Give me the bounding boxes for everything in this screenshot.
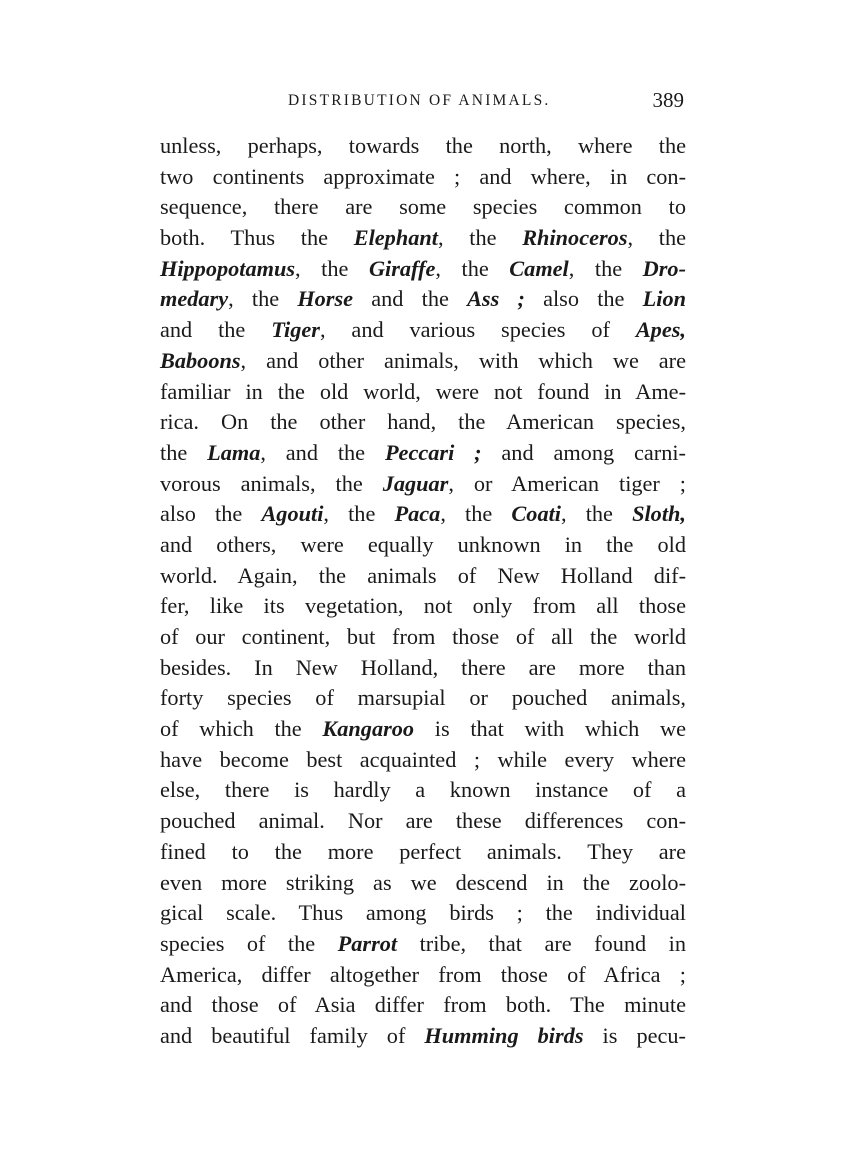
italic-term: medary bbox=[160, 286, 229, 312]
text-line bbox=[160, 960, 686, 991]
text-segment: world. Again, the animals of New Holland dif- bbox=[160, 562, 686, 588]
text-line bbox=[160, 683, 686, 714]
italic-term: Parrot bbox=[337, 930, 398, 956]
text-line bbox=[160, 254, 686, 285]
text-segment: , the bbox=[627, 225, 687, 251]
text-segment: , the bbox=[295, 255, 369, 281]
text-segment: have become best acquainted ; while every where bbox=[160, 746, 686, 772]
text-line bbox=[160, 561, 686, 592]
italic-term: Elephant bbox=[353, 225, 438, 251]
text-segment: besides. In New Holland, there are more than bbox=[160, 654, 686, 680]
text-line bbox=[160, 868, 686, 899]
italic-term: Horse bbox=[297, 286, 354, 312]
text-segment: , the bbox=[440, 501, 512, 527]
text-line bbox=[160, 377, 686, 408]
text-segment: and others, were equally unknown in the old bbox=[160, 531, 686, 557]
text-line bbox=[160, 407, 686, 438]
text-line bbox=[160, 530, 686, 561]
text-line bbox=[160, 284, 686, 315]
text-segment: , the bbox=[568, 255, 643, 281]
text-line bbox=[160, 315, 686, 346]
italic-term: Lion bbox=[642, 286, 686, 312]
text-segment: tribe, that are found in bbox=[397, 930, 686, 956]
body-text bbox=[160, 131, 686, 1052]
text-segment: unless, perhaps, towards the north, where the bbox=[160, 133, 686, 158]
text-line bbox=[160, 162, 686, 193]
text-segment: of our continent, but from those of all the world bbox=[160, 624, 686, 649]
italic-term: Agouti bbox=[261, 501, 324, 527]
text-segment: pouched animal. Nor are these differences con- bbox=[160, 808, 686, 834]
text-segment: , and various species of bbox=[319, 317, 636, 343]
text-segment: vorous animals, the bbox=[160, 470, 383, 496]
italic-term: Apes, bbox=[635, 317, 686, 343]
text-segment: of which the bbox=[160, 716, 323, 742]
text-line bbox=[160, 346, 686, 377]
text-segment: also the bbox=[524, 286, 643, 312]
text-line bbox=[160, 499, 686, 530]
text-line bbox=[160, 223, 686, 254]
text-segment: , the bbox=[228, 286, 298, 312]
text-line bbox=[160, 438, 686, 469]
text-segment: the bbox=[160, 439, 208, 465]
text-line bbox=[160, 990, 686, 1021]
italic-term: Baboons bbox=[160, 347, 241, 373]
text-line bbox=[160, 775, 686, 806]
text-line bbox=[160, 745, 686, 776]
italic-term: Hippopotamus bbox=[160, 255, 296, 281]
running-title: DISTRIBUTION OF ANIMALS. bbox=[288, 92, 551, 109]
italic-term: Humming birds bbox=[424, 1022, 584, 1048]
text-segment: , and the bbox=[260, 439, 385, 465]
text-segment: even more striking as we descend in the zoolo- bbox=[160, 869, 686, 895]
text-line bbox=[160, 469, 686, 500]
text-segment: and beautiful family of bbox=[160, 1022, 425, 1048]
text-segment: both. Thus the bbox=[160, 225, 354, 251]
text-segment: , and other animals, with which we are bbox=[240, 347, 686, 373]
text-segment: is pecu- bbox=[583, 1022, 686, 1048]
text-segment: fined to the more perfect animals. They are bbox=[160, 838, 686, 864]
text-line bbox=[160, 622, 686, 653]
text-segment: , the bbox=[435, 255, 510, 281]
text-segment: gical scale. Thus among birds ; the individual bbox=[160, 900, 686, 926]
text-line bbox=[160, 929, 686, 960]
text-line bbox=[160, 653, 686, 684]
text-segment: and those of Asia differ from both. The minute bbox=[160, 992, 686, 1018]
italic-term: Tiger bbox=[271, 317, 320, 343]
text-segment: familiar in the old world, were not found in Ame- bbox=[160, 378, 686, 404]
text-line bbox=[160, 192, 686, 223]
text-line bbox=[160, 1021, 686, 1052]
text-segment: and among carni- bbox=[481, 439, 686, 465]
italic-term: Paca bbox=[394, 501, 441, 527]
italic-term: Peccari ; bbox=[384, 439, 482, 465]
text-segment: , the bbox=[560, 501, 633, 527]
text-segment: sequence, there are some species common to bbox=[160, 194, 686, 220]
text-segment: , or American tiger ; bbox=[448, 470, 686, 496]
text-segment: species of the bbox=[160, 930, 338, 956]
text-line bbox=[160, 591, 686, 622]
text-segment: is that with which we bbox=[414, 716, 686, 742]
italic-term: Ass ; bbox=[467, 286, 525, 312]
text-segment: else, there is hardly a known instance of a bbox=[160, 777, 686, 803]
italic-term: Rhinoceros bbox=[522, 225, 628, 251]
text-line bbox=[160, 131, 686, 162]
italic-term: Kangaroo bbox=[322, 716, 415, 742]
running-head bbox=[160, 90, 686, 116]
text-line bbox=[160, 898, 686, 929]
text-segment: and the bbox=[353, 286, 468, 312]
italic-term: Jaguar bbox=[382, 470, 449, 496]
italic-term: Camel bbox=[509, 255, 569, 281]
page-number: 389 bbox=[652, 88, 684, 112]
text-segment: , the bbox=[437, 225, 523, 251]
italic-term: Coati bbox=[511, 501, 561, 527]
text-segment: two continents approximate ; and where, in con- bbox=[160, 163, 686, 189]
text-line bbox=[160, 837, 686, 868]
text-line bbox=[160, 806, 686, 837]
text-segment: also the bbox=[160, 501, 262, 527]
text-segment: fer, like its vegetation, not only from all those bbox=[160, 593, 686, 619]
italic-term: Giraffe bbox=[368, 255, 436, 281]
text-segment: and the bbox=[160, 317, 272, 343]
text-segment: rica. On the other hand, the American species, bbox=[160, 409, 686, 435]
text-segment: forty species of marsupial or pouched animals, bbox=[160, 685, 686, 711]
italic-term: Dro- bbox=[642, 255, 687, 281]
text-segment: , the bbox=[323, 501, 395, 527]
text-segment: America, differ altogether from those of Africa ; bbox=[160, 961, 686, 987]
text-line bbox=[160, 714, 686, 745]
italic-term: Sloth, bbox=[632, 501, 686, 527]
italic-term: Lama bbox=[207, 439, 261, 465]
